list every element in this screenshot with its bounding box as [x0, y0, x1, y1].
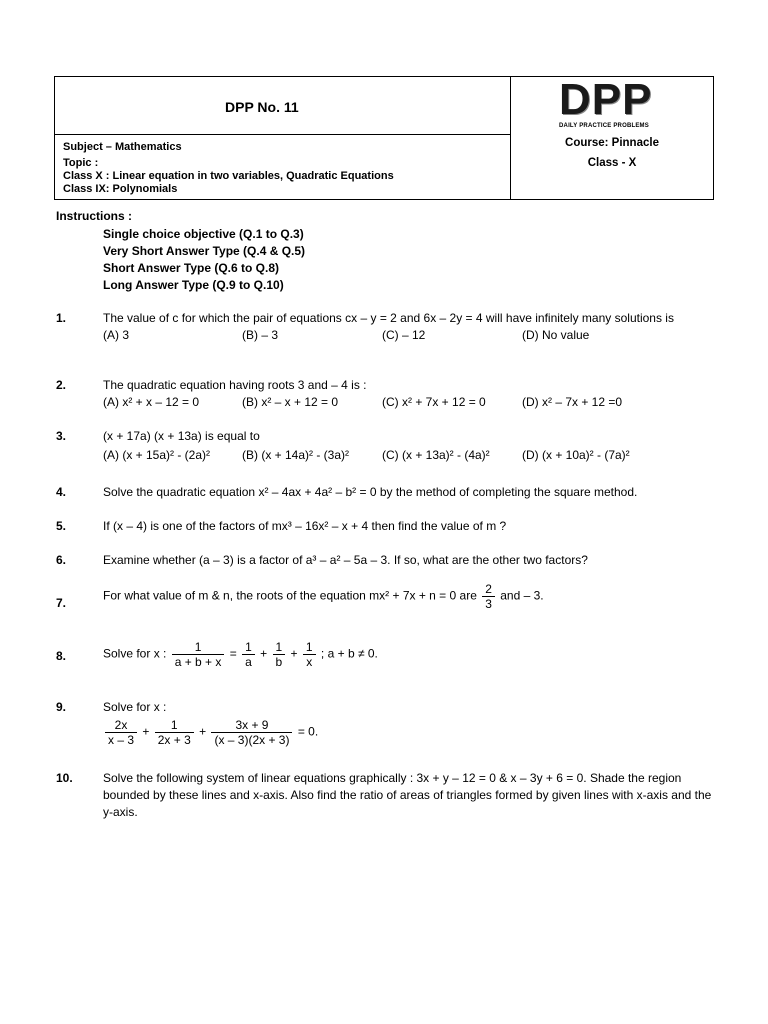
- question-number: 3.: [56, 429, 67, 443]
- option-a: (A) 3: [103, 328, 130, 342]
- instruction-item: Short Answer Type (Q.6 to Q.8): [103, 261, 280, 275]
- question-number: 9.: [56, 700, 67, 714]
- option-b: (B) (x + 14a)² - (3a)²: [242, 448, 350, 462]
- option-d: (D) No value: [522, 328, 590, 342]
- fraction: $\frac{1}{b}$: [273, 640, 286, 669]
- question-text: If (x – 4) is one of the factors of mx³ – 16x² – x + 4 then find the value of m ?: [103, 519, 507, 533]
- option-c: (C) – 12: [382, 328, 426, 342]
- question-prefix: Solve for x :: [103, 646, 167, 661]
- subject-block: [63, 141, 394, 196]
- question-number: 1.: [56, 311, 67, 325]
- option-b: (B) – 3: [242, 328, 279, 342]
- course-label: Course: Pinnacle: [565, 137, 659, 149]
- fraction: $\frac{1}{a}$: [242, 640, 255, 669]
- class-label: Class - X: [587, 157, 637, 169]
- option-b: (B) x² – x + 12 = 0: [242, 395, 339, 409]
- option-d: (D) (x + 10a)² - (7a)²: [522, 448, 630, 462]
- header-box: [54, 76, 714, 200]
- topic-label: Topic :: [63, 157, 99, 169]
- instructions-label: Instructions :: [56, 209, 133, 223]
- question-number: 5.: [56, 519, 67, 533]
- fraction: $\frac{2x}{x - 3}$: [105, 718, 137, 747]
- topic-class-ix: Class IX: Polynomials: [63, 183, 178, 195]
- question-number: 10.: [56, 771, 73, 785]
- question-text: Examine whether (a – 3) is a factor of a³ – a² – 5a – 3. If so, what are the other two factors?: [103, 553, 588, 567]
- worksheet-page: DPP No. 11 Subject – Mathematics Topic : Class X : Linear equation in two variables, Quadratic Equations Class IX: Polynomials DPP DAILY PRACTICE PROBLEMS Course: Pinnacle Class - X Instructions : Single choice objective (Q.1 to Q.3) Very Short Answer Type (Q.4 & Q.5) Short Answer Type (Q.6 to Q.8) Long Answer Type (Q.9 to Q.10) 1. The value of c for which the pair of equations cx – y = 2 and 6x – 2y = 4 will have infinitely many solutions is (A) 3 (B) – 3 (C) – 12 (D) No value 2. The quadratic equation having roots 3 and – 4 is : (A) x² + x – 12 = 0 (B) x² – x + 12 = 0 (C) x² + 7x + 12 = 0 (D) x² – 7x + 12 =0 3. (x + 17a) (x + 13a) is equal to (A) (x + 15a)² - (2a)² (B) (x + 14a)² - (3a)² (C) (x + 13a)² - (4a)² (D) (x + 10a)² - (7a)² 4. Solve the quadratic equation x² – 4ax + 4a² – b² = 0 by the method of completing the square method. 5. If (x – 4) is one of the factors of mx³ – 16x² – x + 4 then find the value of m ? 6. Examine whether (a – 3) is a factor of a³ – a² – 5a – 3. If so, what are the other two factors? 7. For what value of m & n, the roots of the equation mx² + 7x + n = 0 are $\frac{2}{3}$ and – 3. 8. Solve for x : $\frac{1}{a + b + x}$ = $\frac{1}{a}$ + $\frac{1}{b}$ + $\frac{1}{x}$ ; a + b ≠ 0. 9. Solve for x : $\frac{2x}{x - 3}$ + $\frac{1}{2x + 3}$ + $\frac{3x + 9}{(x - 3)(2x + 3)}$ = 0. 10. Solve the following system of linear equations graphically : 3x + y – 12 = 0 & x – 3y + 6 = 0. Shade the region bounded by these lines and x-axis. Also find the ratio of areas of triangles formed by given lines with x-axis and the y-axis.: [0, 0, 768, 1024]
- instructions-list: [103, 226, 305, 294]
- question-text: The quadratic equation having roots 3 and – 4 is :: [103, 378, 367, 392]
- question-number: 6.: [56, 553, 67, 567]
- instruction-item: Long Answer Type (Q.9 to Q.10): [103, 278, 284, 292]
- header-logo-cell: [511, 77, 713, 199]
- options-row: [103, 327, 715, 344]
- question-text: (x + 17a) (x + 13a) is equal to: [103, 429, 260, 443]
- fraction: $\frac{1}{x}$: [303, 640, 316, 669]
- question-number: 8.: [56, 649, 67, 663]
- instruction-item: Very Short Answer Type (Q.4 & Q.5): [103, 244, 306, 258]
- dpp-title: DPP No. 11: [225, 99, 299, 115]
- question-number: 7.: [56, 596, 67, 610]
- option-a: (A) x² + x – 12 = 0: [103, 395, 200, 409]
- question-text: For what value of m & n, the roots of the equation mx² + 7x + n = 0 are: [103, 588, 477, 603]
- options-row: [103, 394, 715, 411]
- option-c: (C) x² + 7x + 12 = 0: [382, 395, 486, 409]
- header-title-cell: [55, 77, 511, 135]
- question-number: 4.: [56, 485, 67, 499]
- option-a: (A) (x + 15a)² - (2a)²: [103, 448, 211, 462]
- subject-line: Subject – Mathematics: [63, 141, 182, 153]
- question-text: Solve the quadratic equation x² – 4ax + 4a² – b² = 0 by the method of completing the square method.: [103, 485, 638, 499]
- fraction: $\frac{1}{2x + 3}$: [155, 718, 194, 747]
- dpp-logo-subtext: DAILY PRACTICE PROBLEMS: [559, 123, 649, 129]
- question-number: 2.: [56, 378, 67, 392]
- options-row: [103, 447, 715, 464]
- dpp-logo: DPP: [559, 75, 653, 124]
- option-d: (D) x² – 7x + 12 =0: [522, 395, 623, 409]
- question-text: The value of c for which the pair of equations cx – y = 2 and 6x – 2y = 4 will have infinitely many solutions is: [103, 311, 674, 325]
- instruction-item: Single choice objective (Q.1 to Q.3): [103, 227, 304, 241]
- topic-class-x: Class X : Linear equation in two variables, Quadratic Equations: [63, 170, 394, 182]
- header-subject-cell: [55, 135, 511, 199]
- question-text-end: and – 3.: [500, 588, 544, 603]
- option-c: (C) (x + 13a)² - (4a)²: [382, 448, 490, 462]
- question-text: Solve the following system of linear equations graphically : 3x + y – 12 = 0 & x – 3y + 6 = 0. Shade the region bounded by these lines and x-axis. Also find the ratio of areas of triangles formed by given lines with x-axis and the y-axis.: [103, 771, 712, 819]
- question-prefix: Solve for x :: [103, 700, 167, 714]
- fraction: $\frac{1}{a + b + x}$: [172, 640, 225, 669]
- fraction: $\frac{3x + 9}{(x - 3)(2x + 3)}$: [211, 718, 292, 747]
- fraction: $\frac{2}{3}$: [482, 582, 495, 611]
